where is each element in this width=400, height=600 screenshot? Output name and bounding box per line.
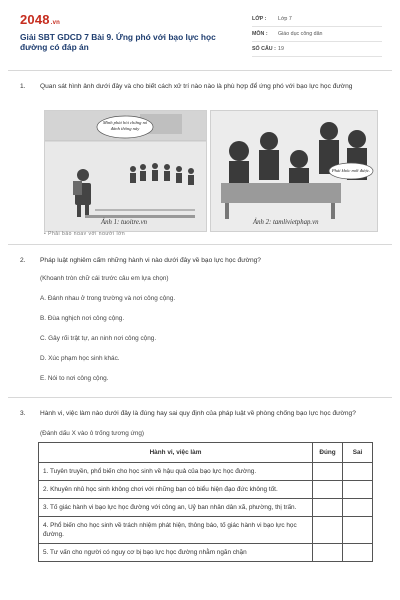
question-1 bbox=[20, 82, 380, 91]
table-row bbox=[39, 463, 373, 481]
meta-value: Giáo dục công dân bbox=[278, 31, 323, 37]
question-instruction: (Đánh dấu X vào ô trống tương ứng) bbox=[40, 430, 145, 437]
table-cell-false[interactable] bbox=[343, 499, 373, 517]
question-number: 3. bbox=[20, 410, 26, 417]
answer-option-b[interactable]: B. Đùa nghịch nơi công cộng. bbox=[40, 315, 125, 322]
table-cell-false[interactable] bbox=[343, 544, 373, 562]
illustration-image-2 bbox=[210, 110, 378, 232]
meta-panel bbox=[252, 12, 382, 57]
table-cell-false[interactable] bbox=[343, 481, 373, 499]
answer-option-a[interactable]: A. Đánh nhau ở trong trường và nơi công cộng. bbox=[40, 295, 176, 302]
question-number: 2. bbox=[20, 257, 26, 264]
table-cell-true[interactable] bbox=[313, 499, 343, 517]
meta-row-count bbox=[252, 42, 382, 57]
brand-logo[interactable] bbox=[20, 12, 60, 27]
question-2 bbox=[20, 256, 380, 265]
meta-row-class bbox=[252, 12, 382, 27]
answer-table bbox=[38, 442, 373, 562]
cutoff-text: • Phải báo ngay với người lớn bbox=[44, 231, 126, 235]
table-header-row bbox=[39, 443, 373, 463]
table-cell-action: 5. Tư vấn cho người có nguy cơ bị bạo lực học đường nhằm ngăn chặn bbox=[39, 544, 313, 562]
answer-option-e[interactable]: E. Nói to nơi công cộng. bbox=[40, 375, 109, 382]
meta-row-subject bbox=[252, 27, 382, 42]
answer-option-d[interactable]: D. Xúc phạm học sinh khác. bbox=[40, 355, 120, 362]
table-cell-action: 2. Khuyên nhủ học sinh không chơi với những bạn có biểu hiện đạo đức không tốt. bbox=[39, 481, 313, 499]
table-cell-false[interactable] bbox=[343, 463, 373, 481]
meta-key: SỐ CÂU : bbox=[252, 46, 276, 52]
document-title: Giải SBT GDCD 7 Bài 9. Ứng phó với bạo lực học đường có đáp án bbox=[20, 32, 216, 52]
table-row bbox=[39, 499, 373, 517]
answer-option-c[interactable]: C. Gây rối trật tự, an ninh nơi công cộng. bbox=[40, 335, 157, 342]
image-caption: Ảnh 1: tuoitre.vn bbox=[101, 219, 147, 226]
question-text: Quan sát hình ảnh dưới đây và cho biết cách xử trí nào nào là phù hợp để ứng phó với bạo lực học đường bbox=[40, 83, 353, 90]
table-cell-true[interactable] bbox=[313, 481, 343, 499]
meta-value: Lớp 7 bbox=[278, 16, 292, 22]
table-row bbox=[39, 481, 373, 499]
question-text: Hành vi, việc làm nào dưới đây là đúng hay sai quy định của pháp luật về phòng chống bạo lực học đường? bbox=[40, 410, 356, 417]
table-cell-false[interactable] bbox=[343, 517, 373, 544]
table-row bbox=[39, 517, 373, 544]
divider bbox=[8, 397, 392, 398]
illustration-image-1 bbox=[44, 110, 207, 232]
table-cell-true[interactable] bbox=[313, 463, 343, 481]
divider bbox=[8, 70, 392, 71]
question-number: 1. bbox=[20, 83, 26, 90]
table-header-action: Hành vi, việc làm bbox=[39, 443, 313, 463]
table-header-false: Sai bbox=[343, 443, 373, 463]
question-instruction: (Khoanh tròn chữ cái trước câu em lựa chọn) bbox=[40, 275, 169, 282]
question-3 bbox=[20, 409, 380, 418]
table-row bbox=[39, 544, 373, 562]
question-text: Pháp luật nghiêm cấm những hành vi nào dưới đây về bạo lực học đường? bbox=[40, 257, 261, 264]
header bbox=[20, 12, 382, 62]
table-cell-action: 1. Tuyên truyền, phổ biến cho học sinh về hậu quả của bạo lực học đường. bbox=[39, 463, 313, 481]
brand-suffix: .vn bbox=[50, 20, 61, 26]
table-cell-true[interactable] bbox=[313, 517, 343, 544]
speech-bubble-text: Mình phải hỏi chứng nó đánh thông này bbox=[102, 120, 148, 131]
table-cell-true[interactable] bbox=[313, 544, 343, 562]
meta-value: 19 bbox=[278, 46, 284, 52]
meta-key: LỚP : bbox=[252, 16, 267, 22]
meta-key: MÔN : bbox=[252, 31, 268, 37]
speech-bubble-text: Phải khóc mới được. bbox=[331, 168, 371, 173]
table-cell-action: 3. Tố giác hành vi bạo lực học đường với công an, Uỷ ban nhân dân xã, phường, thị trấn. bbox=[39, 499, 313, 517]
divider bbox=[8, 244, 392, 245]
table-cell-action: 4. Phổ biến cho học sinh về trách nhiệm phát hiện, thông báo, tố giác hành vi bạo lực học đường. bbox=[39, 517, 313, 544]
image-caption: Ảnh 2: tamlivietphap.vn bbox=[253, 219, 319, 226]
brand-name: 2048 bbox=[20, 12, 50, 27]
table-header-true: Đúng bbox=[313, 443, 343, 463]
